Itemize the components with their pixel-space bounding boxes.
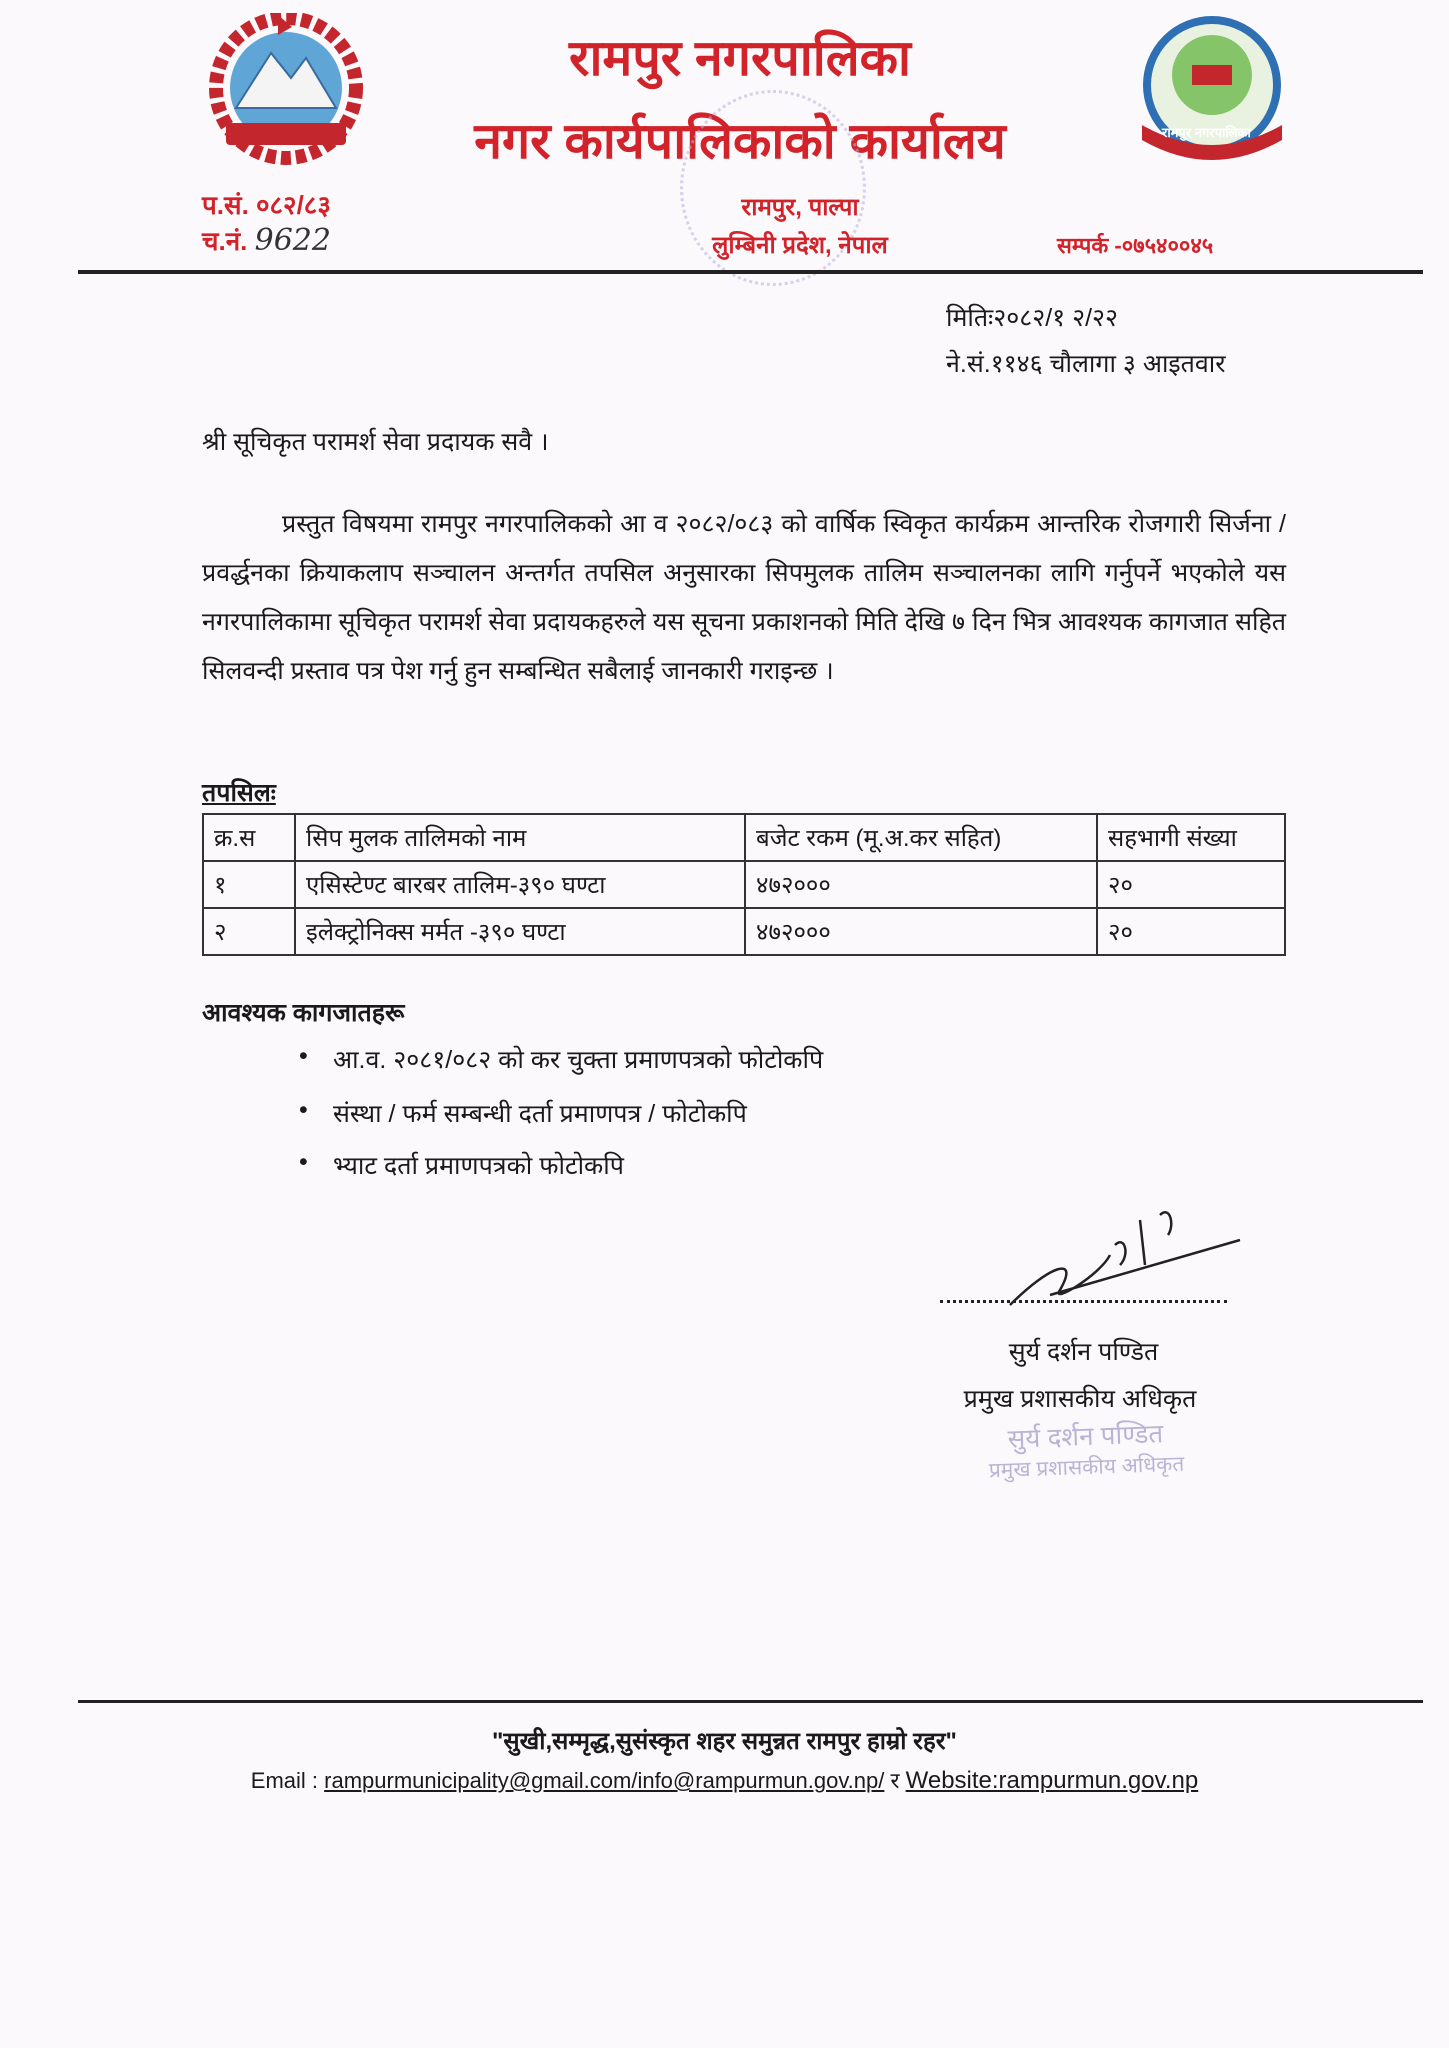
municipality-name: रामपुर नगरपालिका xyxy=(569,30,911,86)
column-header-budget: बजेट रकम (मू.अ.कर सहित) xyxy=(745,814,1097,861)
notice-body xyxy=(202,500,1286,696)
signatory-name: सुर्य दर्शन पण्डित xyxy=(1008,1338,1159,1366)
dispatch-label: च.नं. xyxy=(202,226,248,256)
footer-motto: "सुखी,सम्मृद्ध,सुसंस्कृत शहर समुन्नत रामपुर हाम्रो रहर" xyxy=(492,1728,957,1755)
cell-participants: २० xyxy=(1097,861,1285,908)
cell-budget: ४७२००० xyxy=(745,908,1097,955)
column-header-training: सिप मुलक तालिमको नाम xyxy=(295,814,745,861)
address-line-2: लुम्बिनी प्रदेश, नेपाल xyxy=(712,232,888,259)
cell-budget: ४७२००० xyxy=(745,861,1097,908)
notice-body-text: प्रस्तुत विषयमा रामपुर नगरपालिकको आ व २०८२/०८३ को वार्षिक स्विकृत कार्यक्रम आन्तरिक रोजगारी सिर्जना / प्रवर्द्धनका क्रियाकलाप सञ्चालन अन्तर्गत तपसिल अनुसारका सिपमुलक तालिम सञ्चालनका लागि गर्नुपर्ने भएकोले यस नगरपालिकामा सूचिकृत परामर्श सेवा प्रदायकहरुले यस सूचना प्रकाशनको मिति देखि ७ दिन भित्र आवश्यक कागजात सहित सिलवन्दी प्रस्ताव पत्र पेश गर्नु हुन सम्बन्धित सबैलाई जानकारी गराइन्छ । xyxy=(202,510,1286,685)
office-name: नगर कार्यपालिकाको कार्यालय xyxy=(474,113,1006,169)
document-item: • भ्याट दर्ता प्रमाणपत्रको फोटोकपि xyxy=(333,1148,624,1182)
documents-heading: आवश्यक कागजातहरू xyxy=(202,999,405,1027)
address-line-1: रामपुर, पाल्पा xyxy=(741,194,859,221)
document-item: • संस्था / फर्म सम्बन्धी दर्ता प्रमाणपत्र / फोटोकपि xyxy=(333,1096,747,1130)
reference-number: प.सं. ०८२/८३ xyxy=(202,190,331,220)
column-header-sn: क्र.स xyxy=(203,814,295,861)
cell-sn: १ xyxy=(203,861,295,908)
logo-text: रामपुर नगरपालिका xyxy=(1162,125,1251,140)
footer-contact xyxy=(0,1765,1449,1795)
dispatch-number-handwritten: 9622 xyxy=(254,223,331,258)
document-item: • आ.व. २०८१/०८२ को कर चुक्ता प्रमाणपत्रको फोटोकपि xyxy=(333,1042,823,1076)
municipality-logo xyxy=(1122,15,1302,170)
date-bs: मितिः२०८२/१ २/२२ xyxy=(946,304,1119,332)
training-table xyxy=(202,813,1286,956)
signatory-stamp xyxy=(965,1416,1207,1488)
date-nepal-sambat: ने.सं.११४६ चौलागा ३ आइतवार xyxy=(946,350,1226,378)
column-header-participants: सहभागी संख्या xyxy=(1097,814,1285,861)
stamp-title: प्रमुख प्रशासकीय अधिकृत xyxy=(988,1452,1185,1483)
nepal-emblem-logo xyxy=(196,13,376,168)
table-row xyxy=(203,861,1285,908)
salutation: श्री सूचिकृत परामर्श सेवा प्रदायक सवै । xyxy=(202,428,549,456)
table-row xyxy=(203,908,1285,955)
email-label: Email : xyxy=(250,1768,325,1793)
footer-divider xyxy=(78,1700,1423,1703)
separator: र xyxy=(884,1768,906,1793)
signatory-title: प्रमुख प्रशासकीय अधिकृत xyxy=(963,1385,1197,1413)
cell-participants: २० xyxy=(1097,908,1285,955)
contact-number: सम्पर्क -०७५४००४५ xyxy=(1057,233,1214,258)
email-link[interactable]: rampurmunicipality@gmail.com/info@rampurmun.gov.np/ xyxy=(324,1768,885,1793)
schedule-heading: तपसिलः xyxy=(202,779,276,807)
cell-sn: २ xyxy=(203,908,295,955)
signature-line xyxy=(940,1300,1227,1303)
stamp-name: सुर्य दर्शन पण्डित xyxy=(1007,1418,1164,1454)
cell-training: एसिस्टेण्ट बारबर तालिम-३९० घण्टा xyxy=(295,861,745,908)
cell-training: इलेक्ट्रोनिक्स मर्मत -३९० घण्टा xyxy=(295,908,745,955)
website-link[interactable]: Website:rampurmun.gov.np xyxy=(905,1767,1199,1794)
header-divider xyxy=(78,270,1423,274)
dispatch-number xyxy=(202,222,331,258)
table-header-row xyxy=(203,814,1285,861)
